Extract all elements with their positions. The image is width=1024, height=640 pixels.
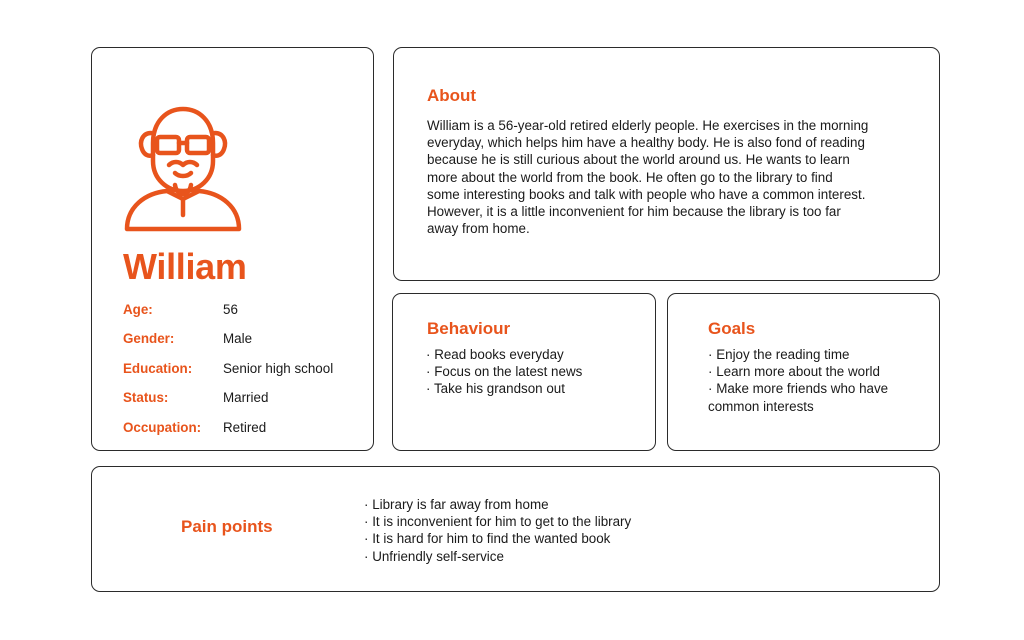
attribute-value: Senior high school <box>223 361 334 376</box>
about-heading: About <box>427 86 477 105</box>
attribute-value: Male <box>223 331 253 346</box>
about-text <box>427 117 932 237</box>
list-item: · It is inconvenient for him to get to the library <box>364 513 631 530</box>
list-item: · Learn more about the world <box>708 363 888 380</box>
pain-points-heading: Pain points <box>181 517 273 536</box>
attribute-label: Education: <box>123 361 193 376</box>
goals-list <box>708 346 888 415</box>
list-item: · Enjoy the reading time <box>708 346 888 363</box>
about-line: more about the world from the book. He often go to the library to find <box>427 169 833 185</box>
profile-card <box>91 47 374 451</box>
attribute-row-age <box>123 302 363 322</box>
attribute-value: Married <box>223 390 269 405</box>
about-line: everyday, which helps him have a healthy body. He is also fond of reading <box>427 135 865 151</box>
attribute-value: 56 <box>223 302 238 317</box>
attribute-row-gender <box>123 331 363 351</box>
behaviour-heading: Behaviour <box>427 319 511 338</box>
attribute-label: Age: <box>123 302 153 317</box>
about-line: However, it is a little inconvenient for him because the library is too far <box>427 204 841 220</box>
attribute-row-status <box>123 390 363 410</box>
behaviour-list <box>426 346 582 398</box>
pain-points-list <box>364 496 631 565</box>
attribute-label: Status: <box>123 390 169 405</box>
attribute-row-education <box>123 361 363 381</box>
pain-points-card <box>91 466 940 592</box>
behaviour-card <box>392 293 656 451</box>
about-line: William is a 56-year-old retired elderly people. He exercises in the morning <box>427 118 869 133</box>
attribute-row-occupation <box>123 420 363 440</box>
about-line: because he is still curious about the world around us. He wants to learn <box>427 152 850 168</box>
goals-card <box>667 293 940 451</box>
about-card <box>393 47 940 281</box>
list-item: · Focus on the latest news <box>426 363 582 380</box>
list-item: · Make more friends who have <box>708 380 888 397</box>
attribute-label: Occupation: <box>123 420 202 435</box>
attribute-label: Gender: <box>123 331 175 346</box>
list-item-continuation: common interests <box>708 398 814 414</box>
about-line: some interesting books and talk with people who have a common interest. <box>427 186 866 202</box>
elderly-man-icon <box>123 103 243 233</box>
list-item: · It is hard for him to find the wanted book <box>364 530 631 547</box>
list-item: · Unfriendly self-service <box>364 548 631 565</box>
list-item: · Take his grandson out <box>426 380 582 397</box>
attribute-value: Retired <box>223 420 267 435</box>
goals-heading: Goals <box>708 319 756 338</box>
persona-name: William <box>123 246 247 287</box>
list-item: · Read books everyday <box>426 346 582 363</box>
list-item: · Library is far away from home <box>364 496 631 513</box>
about-line: away from home. <box>427 221 530 237</box>
